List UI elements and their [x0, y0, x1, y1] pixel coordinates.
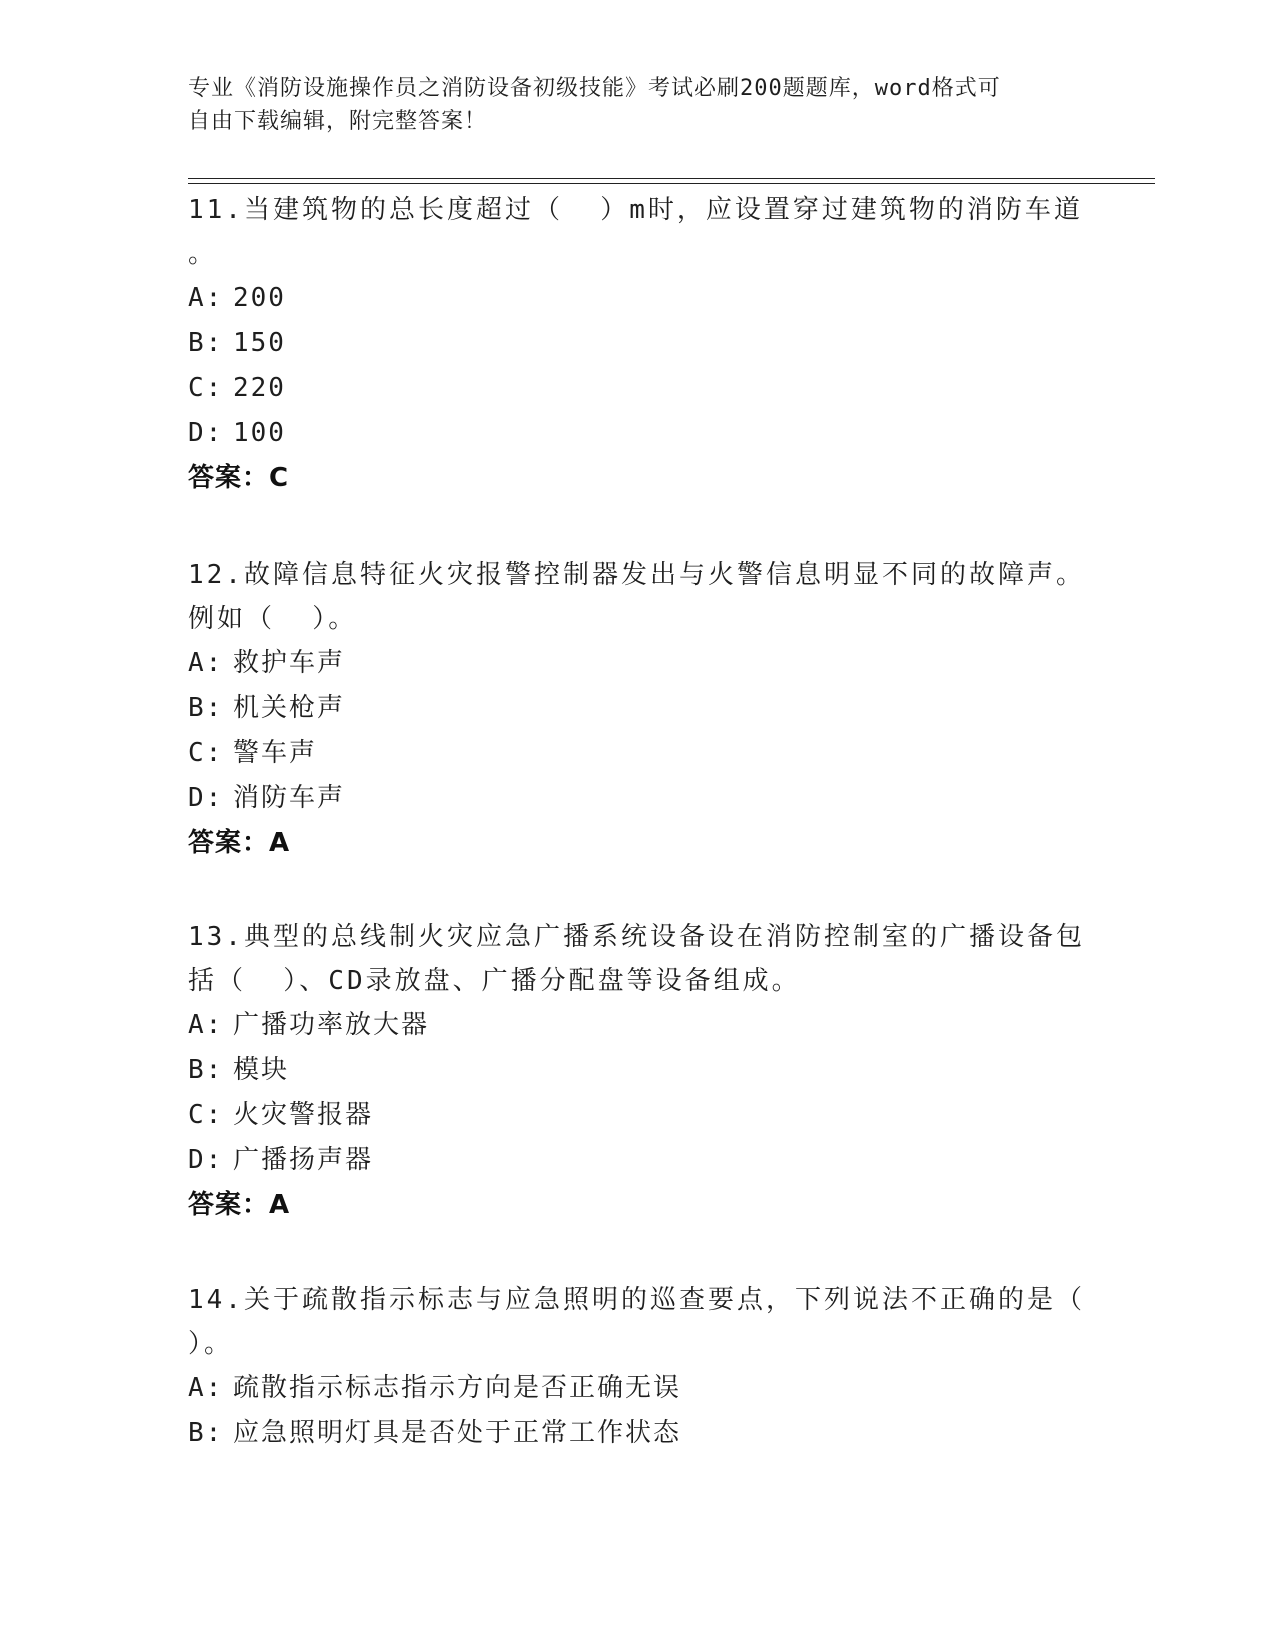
option-b	[188, 1411, 1088, 1456]
option-b	[188, 321, 1088, 366]
option-label: D:	[188, 783, 224, 813]
question-stem-line: 11.当建筑物的总长度超过（ ）m时，应设置穿过建筑物的消防车道	[188, 195, 1083, 225]
option-text: 100	[233, 418, 286, 448]
option-text: 220	[233, 373, 286, 403]
option-b	[188, 686, 1088, 731]
header-divider-bottom	[188, 183, 1155, 184]
option-text: 150	[233, 328, 286, 358]
option-label: A:	[188, 1010, 224, 1040]
option-label: C:	[188, 738, 224, 768]
option-b	[188, 1048, 1088, 1093]
document-header	[188, 72, 1068, 138]
question-stem-line: 13.典型的总线制火灾应急广播系统设备设在消防控制室的广播设备包	[188, 922, 1085, 952]
option-label: B:	[188, 1418, 224, 1448]
option-c	[188, 731, 1088, 776]
option-label: A:	[188, 283, 224, 313]
option-label: B:	[188, 328, 224, 358]
option-label: D:	[188, 1145, 224, 1175]
option-a	[188, 1366, 1088, 1411]
option-label: C:	[188, 373, 224, 403]
question-14	[188, 1278, 1088, 1456]
option-d	[188, 1138, 1088, 1183]
option-label: A:	[188, 1373, 224, 1403]
option-label: C:	[188, 1100, 224, 1130]
option-text: 广播扬声器	[233, 1145, 374, 1175]
question-12	[188, 553, 1088, 866]
option-c	[188, 366, 1088, 411]
answer-line: 答案：A	[188, 1190, 291, 1220]
header-divider-top	[188, 178, 1155, 179]
option-text: 广播功率放大器	[233, 1010, 430, 1040]
question-stem-line: 。	[188, 239, 218, 269]
option-text: 模块	[233, 1055, 290, 1085]
option-text: 机关枪声	[233, 693, 346, 723]
option-label: D:	[188, 418, 224, 448]
option-text: 警车声	[233, 738, 318, 768]
option-label: B:	[188, 1055, 224, 1085]
option-text: 疏散指示标志指示方向是否正确无误	[233, 1373, 682, 1403]
option-a	[188, 641, 1088, 686]
option-d	[188, 776, 1088, 821]
answer-line: 答案：C	[188, 463, 290, 493]
question-stem-line: ）。	[188, 1329, 234, 1359]
header-line-1: 专业《消防设施操作员之消防设备初级技能》考试必刷200题题库，word格式可	[188, 76, 1001, 101]
question-stem-line: 例如（ ）。	[188, 604, 358, 634]
option-c	[188, 1093, 1088, 1138]
question-stem-line: 括（ ）、CD录放盘、广播分配盘等设备组成。	[188, 966, 801, 996]
option-a	[188, 1003, 1088, 1048]
option-text: 火灾警报器	[233, 1100, 374, 1130]
question-stem-line: 12.故障信息特征火灾报警控制器发出与火警信息明显不同的故障声。	[188, 560, 1085, 590]
option-text: 救护车声	[233, 648, 346, 678]
option-a	[188, 276, 1088, 321]
question-11	[188, 188, 1088, 501]
option-text: 消防车声	[233, 783, 346, 813]
option-text: 应急照明灯具是否处于正常工作状态	[233, 1418, 682, 1448]
option-text: 200	[233, 283, 286, 313]
question-13	[188, 915, 1088, 1228]
header-line-2: 自由下载编辑，附完整答案！	[188, 109, 488, 134]
option-label: A:	[188, 648, 224, 678]
option-label: B:	[188, 693, 224, 723]
answer-line: 答案：A	[188, 828, 291, 858]
option-d	[188, 411, 1088, 456]
question-stem-line: 14.关于疏散指示标志与应急照明的巡查要点，下列说法不正确的是（	[188, 1285, 1085, 1315]
